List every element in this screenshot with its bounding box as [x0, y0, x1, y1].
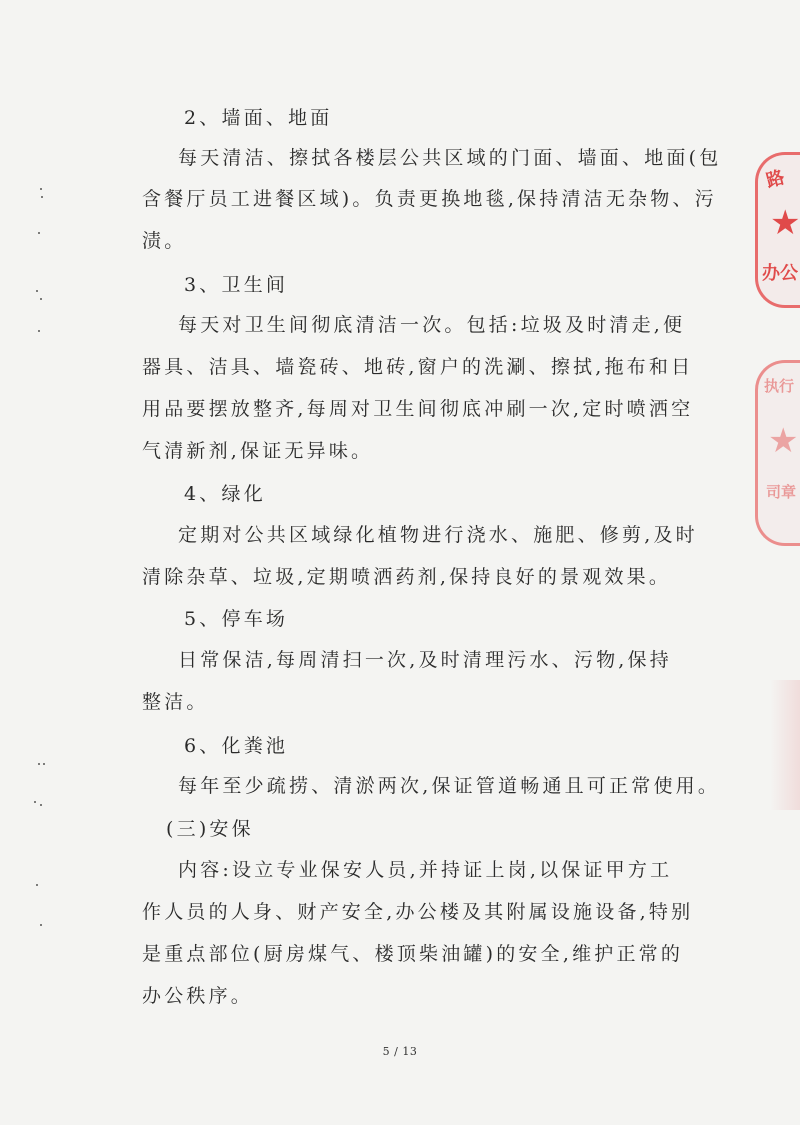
paragraph-line: 内容:设立专业保安人员,并持证上岗,以保证甲方工 [178, 859, 673, 881]
seal-fade-mark [770, 680, 800, 810]
speck [38, 763, 40, 765]
paragraph-line: 渍。 [142, 230, 187, 252]
paragraph-line: 是重点部位(厨房煤气、楼顶柴油罐)的安全,维护正常的 [142, 943, 684, 965]
paragraph-line: 定期对公共区域绿化植物进行浇水、施肥、修剪,及时 [178, 524, 698, 546]
paragraph-line: 日常保洁,每周清扫一次,及时清理污水、污物,保持 [178, 649, 672, 671]
section-heading-walls-floors: 2、墙面、地面 [184, 107, 333, 129]
speck [40, 804, 42, 806]
paragraph-line: 作人员的人身、财产安全,办公楼及其附属设施设备,特别 [142, 901, 694, 923]
speck [36, 290, 38, 292]
paragraph-line: 清除杂草、垃圾,定期喷洒药剂,保持良好的景观效果。 [142, 566, 672, 588]
seal-text: 路 [763, 166, 787, 192]
speck [34, 801, 36, 803]
section-heading-security: (三)安保 [166, 818, 254, 840]
paragraph-line: 每天清洁、擦拭各楼层公共区域的门面、墙面、地面(包 [178, 147, 722, 169]
speck [40, 298, 42, 300]
seal-text: 办公 [762, 263, 798, 284]
paragraph-line: 气清新剂,保证无异味。 [142, 440, 374, 462]
speck [38, 232, 40, 234]
section-heading-greening: 4、绿化 [184, 483, 266, 505]
paragraph-line: 每天对卫生间彻底清洁一次。包括:垃圾及时清走,便 [178, 314, 686, 336]
speck [38, 330, 40, 332]
page-number: 5 / 13 [382, 1045, 418, 1058]
paragraph-line: 办公秩序。 [142, 985, 254, 1007]
speck [41, 196, 43, 198]
paragraph-line: 整洁。 [142, 691, 209, 713]
speck [36, 884, 38, 886]
seal-text: 执行 [764, 377, 795, 395]
speck [40, 188, 42, 190]
speck [40, 924, 42, 926]
section-heading-septic-tank: 6、化粪池 [184, 735, 289, 757]
official-seal-top [755, 152, 800, 308]
paragraph-line: 器具、洁具、墙瓷砖、地砖,窗户的洗涮、擦拭,拖布和日 [142, 356, 694, 378]
section-heading-restroom: 3、卫生间 [184, 274, 289, 296]
paragraph-line: 用品要摆放整齐,每周对卫生间彻底冲刷一次,定时喷洒空 [142, 398, 694, 420]
seal-star-icon: ★ [770, 203, 800, 243]
speck [43, 763, 45, 765]
section-heading-parking: 5、停车场 [184, 608, 289, 630]
paragraph-line: 每年至少疏捞、清淤两次,保证管道畅通且可正常使用。 [178, 775, 721, 797]
seal-star-icon: ★ [768, 421, 799, 461]
seal-text: 司章 [766, 483, 797, 501]
official-seal-middle [755, 360, 800, 546]
paragraph-line: 含餐厅员工进餐区域)。负责更换地毯,保持清洁无杂物、污 [142, 188, 717, 210]
